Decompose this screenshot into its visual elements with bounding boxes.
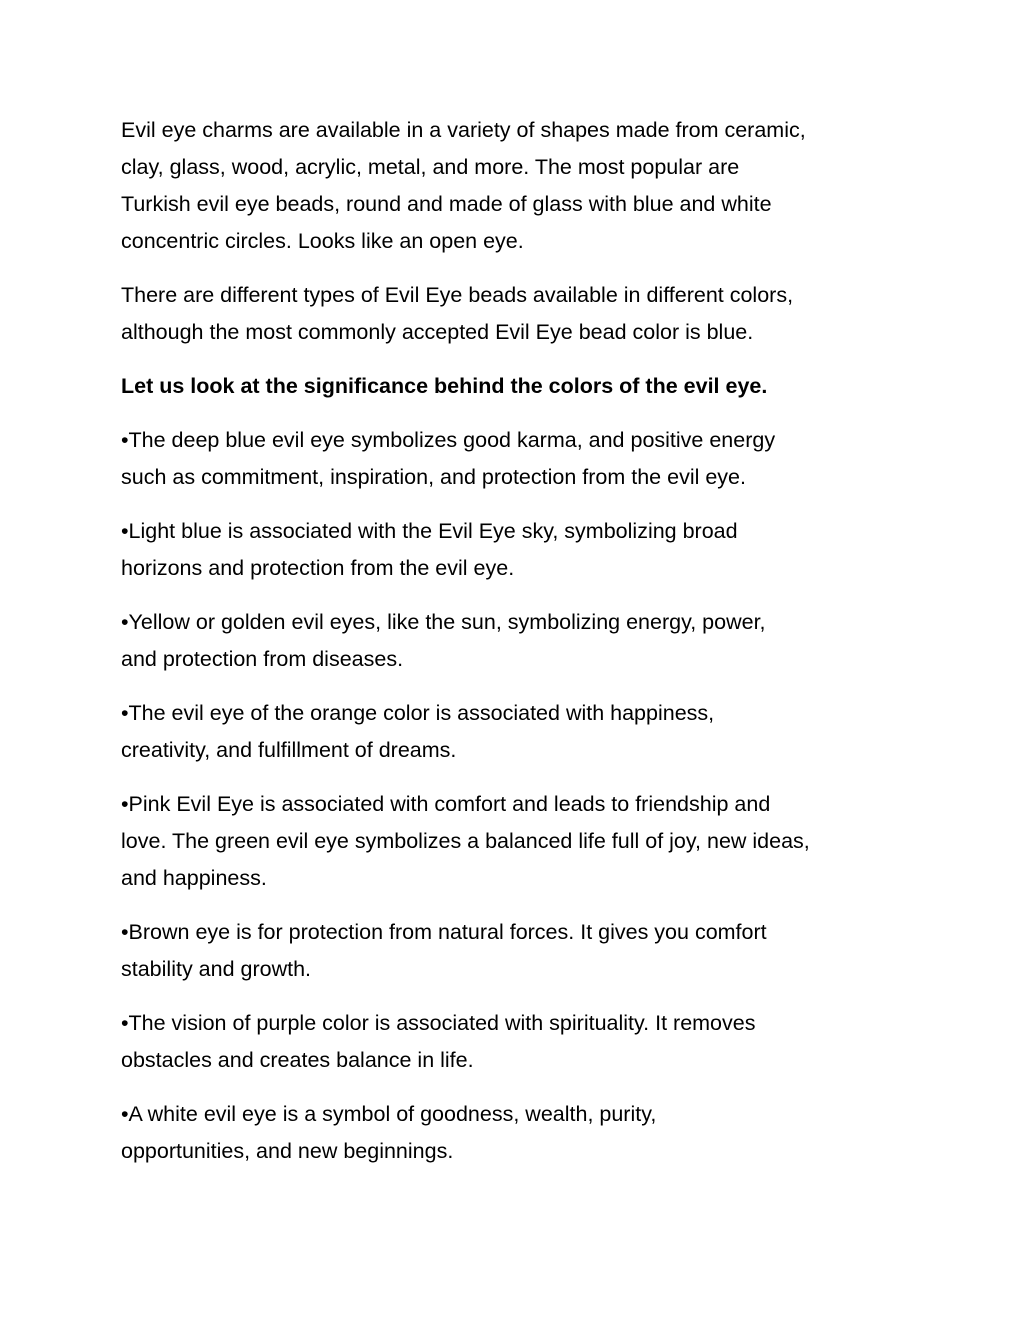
section-heading: Let us look at the significance behind the colors of the evil eye. [121,374,768,398]
types-paragraph: There are different types of Evil Eye beads available in different colors, although the most commonly accepted Evil Eye bead color is blue. [121,283,794,344]
list-item-light-blue: •Light blue is associated with the Evil Eye sky, symbolizing broad horizons and protection from the evil eye. [121,519,738,580]
list-item-pink-green: •Pink Evil Eye is associated with comfort and leads to friendship and love. The green evil eye symbolizes a balanced life full of joy, new ideas, and happiness. [121,792,810,890]
list-item-orange: •The evil eye of the orange color is associated with happiness, creativity, and fulfillment of dreams. [121,701,715,762]
list-item-purple: •The vision of purple color is associated with spirituality. It removes obstacles and creates balance in life. [121,1011,756,1072]
list-item-deep-blue: •The deep blue evil eye symbolizes good karma, and positive energy such as commitment, inspiration, and protection from the evil eye. [121,428,776,489]
list-item-brown: •Brown eye is for protection from natural forces. It gives you comfort stability and growth. [121,920,767,981]
list-item-white: •A white evil eye is a symbol of goodness, wealth, purity, opportunities, and new beginnings. [121,1102,657,1163]
intro-paragraph: Evil eye charms are available in a variety of shapes made from ceramic, clay, glass, wood, acrylic, metal, and more. The most popular are Turkish evil eye beads, round and made of glass with blue and white concentric circles. Looks like an open eye. [121,118,806,253]
document-page [121,112,911,1187]
list-item-yellow: •Yellow or golden evil eyes, like the sun, symbolizing energy, power, and protection from diseases. [121,610,766,671]
